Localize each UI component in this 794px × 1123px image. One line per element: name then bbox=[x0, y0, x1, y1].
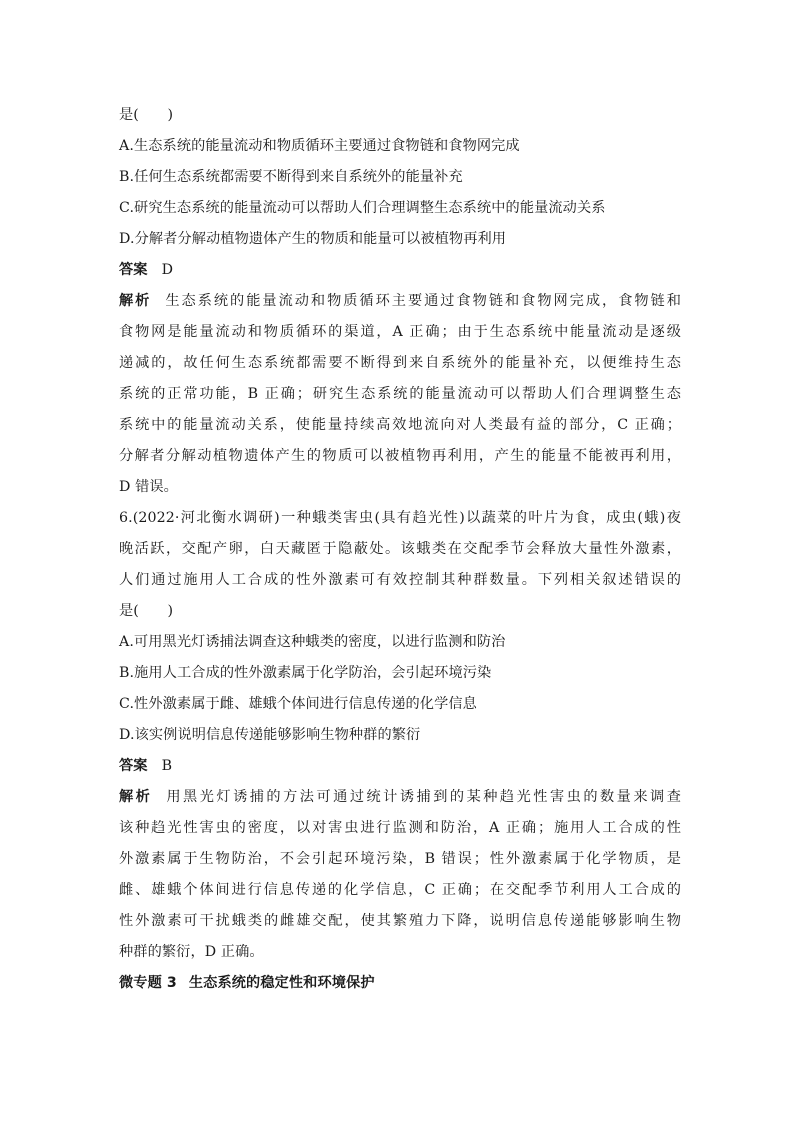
answer-value: B bbox=[161, 758, 173, 774]
analysis-line: 雌、雄蛾个体间进行信息传递的化学信息，C 正确；在交配季节利用人工合成的 bbox=[119, 882, 681, 898]
analysis-line: D 错误。 bbox=[119, 479, 178, 495]
option-b: B.任何生态系统都需要不断得到来自系统外的能量补充 bbox=[119, 169, 463, 185]
analysis-line: 该种趋光性害虫的密度，以对害虫进行监测和防治，A 正确；施用人工合成的性 bbox=[119, 820, 681, 836]
answer-row bbox=[119, 255, 681, 286]
option-a: A.生态系统的能量流动和物质循环主要通过食物链和食物网完成 bbox=[119, 138, 520, 154]
analysis-line: 分解者分解动植物遗体产生的物质可以被植物再利用，产生的能量不能被再利用， bbox=[119, 448, 681, 464]
question-stem-line: 6.(2022·河北衡水调研)一种蛾类害虫(具有趋光性)以蔬菜的叶片为食，成虫(蛾)夜 bbox=[119, 510, 681, 526]
section-heading bbox=[119, 968, 681, 999]
answer-row bbox=[119, 751, 681, 782]
question-5 bbox=[119, 100, 681, 503]
document-page bbox=[119, 100, 681, 999]
question-6 bbox=[119, 503, 681, 968]
analysis-label: 解析 bbox=[119, 293, 152, 309]
question-stem-line: 是( ) bbox=[119, 603, 174, 619]
analysis-line: 种群的繁衍，D 正确。 bbox=[119, 944, 264, 960]
analysis-line: 递减的，故任何生态系统都需要不断得到来自系统外的能量补充，以便维持生态 bbox=[119, 355, 681, 371]
question-stem-line: 人们通过施用人工合成的性外激素可有效控制其种群数量。下列相关叙述错误的 bbox=[119, 572, 681, 588]
option-d: D.该实例说明信息传递能够影响生物种群的繁衍 bbox=[119, 727, 421, 743]
analysis-line: 性外激素可干扰蛾类的雌雄交配，使其繁殖力下降，说明信息传递能够影响生物 bbox=[119, 913, 681, 929]
section-title: 生态系统的稳定性和环境保护 bbox=[188, 975, 375, 991]
answer-label: 答案 bbox=[119, 262, 148, 278]
option-d: D.分解者分解动植物遗体产生的物质和能量可以被植物再利用 bbox=[119, 231, 507, 247]
question-stem-tail: 是( ) bbox=[119, 107, 174, 123]
question-stem-line: 晚活跃，交配产卵，白天藏匿于隐蔽处。该蛾类在交配季节会释放大量性外激素， bbox=[119, 541, 681, 557]
option-b: B.施用人工合成的性外激素属于化学防治，会引起环境污染 bbox=[119, 665, 492, 681]
option-c: C.研究生态系统的能量流动可以帮助人们合理调整生态系统中的能量流动关系 bbox=[119, 200, 606, 216]
analysis-line: 解析 用黑光灯诱捕的方法可通过统计诱捕到的某种趋光性害虫的数量来调查 bbox=[119, 789, 681, 805]
analysis-line: 系统的正常功能，B 正确；研究生态系统的能量流动可以帮助人们合理调整生态 bbox=[119, 386, 681, 402]
section-number: 微专题 3 bbox=[119, 975, 177, 991]
analysis-label: 解析 bbox=[119, 789, 153, 805]
analysis-line: 外激素属于生物防治，不会引起环境污染，B 错误；性外激素属于化学物质，是 bbox=[119, 851, 681, 867]
option-a: A.可用黑光灯诱捕法调查这种蛾类的密度，以进行监测和防治 bbox=[119, 634, 506, 650]
option-c: C.性外激素属于雌、雄蛾个体间进行信息传递的化学信息 bbox=[119, 696, 477, 712]
answer-value: D bbox=[161, 262, 174, 278]
analysis-line: 系统中的能量流动关系，使能量持续高效地流向对人类最有益的部分，C 正确； bbox=[119, 417, 681, 433]
analysis-line: 解析 生态系统的能量流动和物质循环主要通过食物链和食物网完成，食物链和 bbox=[119, 293, 682, 309]
answer-label: 答案 bbox=[119, 758, 148, 774]
analysis-line: 食物网是能量流动和物质循环的渠道，A 正确；由于生态系统中能量流动是逐级 bbox=[119, 324, 681, 340]
